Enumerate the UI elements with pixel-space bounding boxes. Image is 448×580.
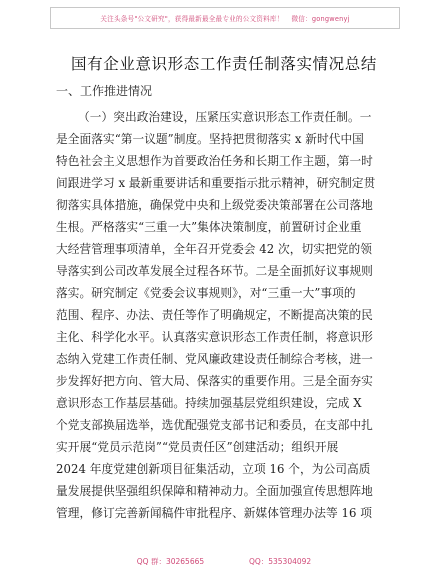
section-heading: 一、工作推进情况 <box>56 84 153 98</box>
body-line: 主化、科学化水平。认真落实意识形态工作责任制，将意识形 <box>56 330 373 344</box>
header-wechat-text: 微信：gongwenyj <box>291 15 350 23</box>
body-line: 态纳入党建工作责任制、党风廉政建设责任制综合考核，进一 <box>56 352 373 366</box>
body-line: 实开展“党员示范岗”“党员责任区”创建活动；组织开展 <box>56 440 339 454</box>
body-line: 特色社会主义思想作为首要政治任务和长期工作主题，第一时 <box>56 154 373 168</box>
body-line: 导落实到公司改革发展全过程各环节。二是全面抓好议事规则 <box>56 264 373 278</box>
body-line: 是全面落实“第一议题”制度。坚持把贯彻落实 x 新时代中国 <box>56 132 364 146</box>
footer-qq: QQ：535304092 <box>248 557 312 566</box>
header-promo-text: 关注头条号"公文研究"，获得最新最全最专业的公文资料库！ <box>100 15 284 23</box>
body-line: 间跟进学习 x 最新重要讲话和重要指示批示精神，研究制定贯 <box>56 176 376 190</box>
body-line: 生根。严格落实“三重一大”集体决策制度，前置研讨企业重 <box>56 220 362 234</box>
footer-contact <box>0 556 448 567</box>
body-line: 意识形态工作基层基础。持续加强基层党组织建设，完成 X <box>56 396 362 410</box>
body-line: （一）突出政治建设，压紧压实意识形态工作责任制。一 <box>78 110 372 124</box>
document-title: 国有企业意识形态工作责任制落实情况总结 <box>71 55 377 73</box>
body-line: 落实。研究制定《党委会议事规则》，对“三重一大”事项的 <box>56 286 356 300</box>
body-line: 个党支部换届选举，选优配强党支部书记和委员，在支部中扎 <box>56 418 373 432</box>
body-line: 步发挥好把方向、管大局、保落实的重要作用。三是全面夯实 <box>56 374 373 388</box>
document-body <box>56 106 396 524</box>
body-line: 管理，修订完善新闻稿件审批程序、新媒体管理办法等 16 项 <box>56 506 372 520</box>
body-line: 范围、程序、办法、责任等作了明确规定，不断提高决策的民 <box>56 308 373 322</box>
body-line: 量发展提供坚强组织保障和精神动力。全面加强宣传思想阵地 <box>56 484 373 498</box>
body-line: 大经营管理事项清单，全年召开党委会 42 次，切实把党的领 <box>56 242 372 256</box>
header-banner <box>50 7 400 29</box>
footer-qq-group: QQ 群：30265665 <box>136 557 205 566</box>
body-line: 2024 年度党建创新项目征集活动，立项 16 个，为公司高质 <box>56 462 371 476</box>
body-line: 彻落实具体措施，确保党中央和上级党委决策部署在公司落地 <box>56 198 373 212</box>
